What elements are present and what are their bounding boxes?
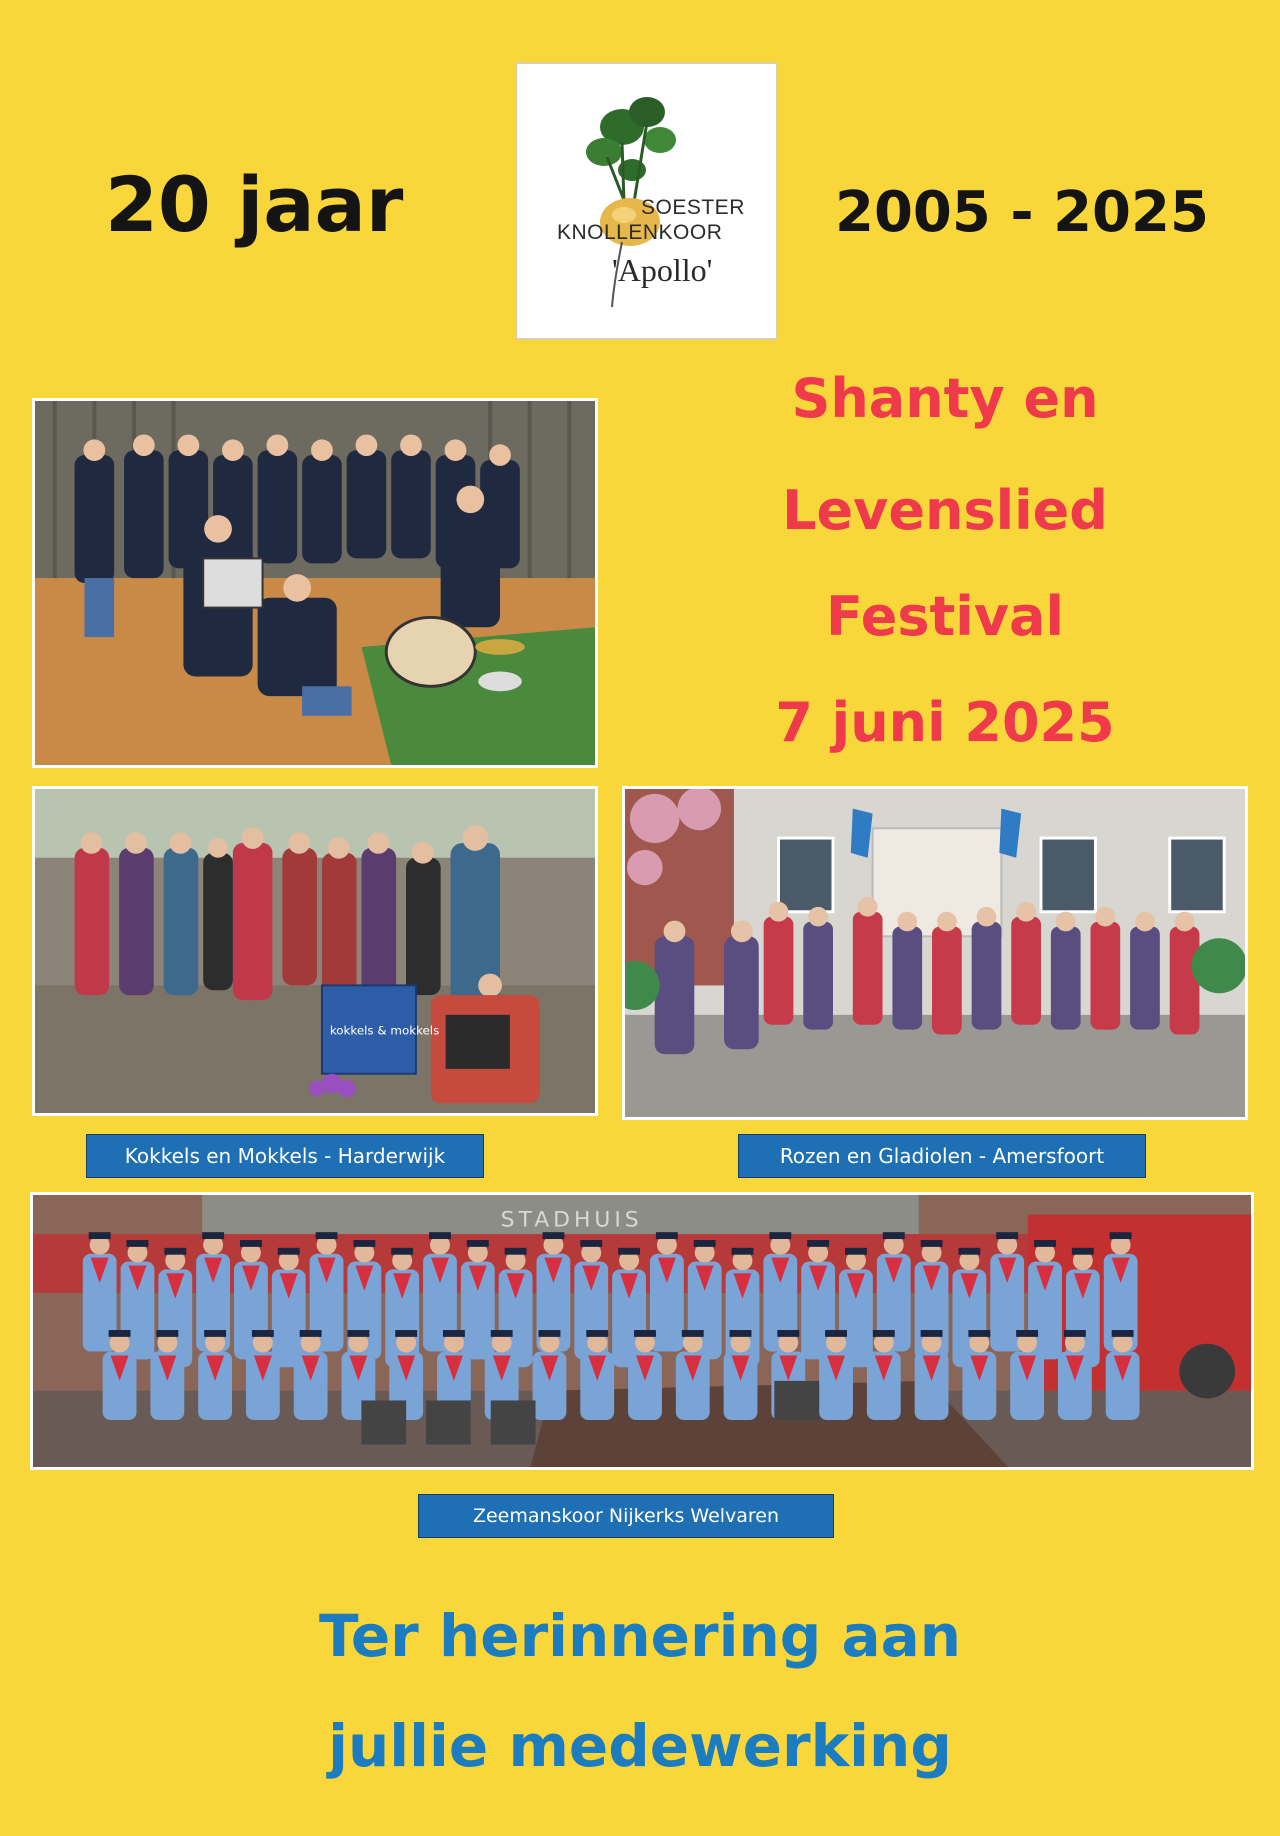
caption-zeemanskoor: Zeemanskoor Nijkerks Welvaren — [418, 1494, 834, 1538]
photo-rozen-image — [625, 789, 1245, 1117]
logo-line-2: KNOLLENKOOR — [557, 221, 723, 244]
photo-kokkels-mokkels — [32, 786, 598, 1116]
caption-rozen-gladiolen: Rozen en Gladiolen - Amersfoort — [738, 1134, 1146, 1178]
footer-line-2: jullie medewerking — [328, 1712, 952, 1780]
caption-kokkels-mokkels: Kokkels en Mokkels - Harderwijk — [86, 1134, 484, 1178]
building-sign: STADHUIS — [500, 1207, 643, 1233]
logo-line-3: 'Apollo' — [612, 252, 713, 288]
festival-line-2: Levenslied — [782, 479, 1108, 542]
photo-kokkels-image — [35, 789, 595, 1113]
banner-text: kokkels & mokkels — [329, 1023, 440, 1038]
footer-line-1: Ter herinnering aan — [318, 1602, 962, 1670]
festival-line-1: Shanty en — [791, 367, 1099, 430]
photo-apollo-image — [35, 401, 595, 765]
photo-rozen-gladiolen — [622, 786, 1248, 1120]
photo-zeemanskoor-image — [33, 1195, 1251, 1467]
photo-zeemanskoor — [30, 1192, 1254, 1470]
anniversary-label: 20 jaar — [105, 160, 404, 249]
festival-line-3: Festival — [826, 585, 1064, 648]
choir-logo — [515, 62, 778, 340]
festival-date: 7 juni 2025 — [775, 691, 1115, 754]
year-range: 2005 - 2025 — [835, 180, 1209, 245]
photo-apollo-choir — [32, 398, 598, 768]
logo-line-1: SOESTER — [641, 196, 745, 219]
